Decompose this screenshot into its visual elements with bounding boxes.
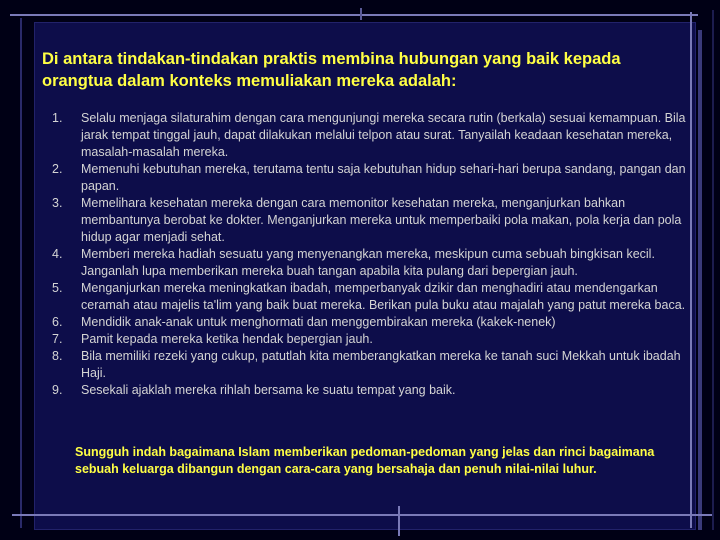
list-item — [52, 280, 692, 314]
list-item — [52, 331, 692, 348]
list-item-text: Memenuhi kebutuhan mereka, terutama tentu saja kebutuhan hidup sehari-hari berupa sandang, pangan dan papan. — [81, 162, 686, 193]
list-item-number: 6. — [52, 315, 63, 329]
list-item — [52, 382, 692, 399]
list-item — [52, 110, 692, 161]
decorative-tick-bottom — [398, 506, 400, 536]
list-item-text: Menganjurkan mereka meningkatkan ibadah, memperbanyak dzikir dan menghadiri atau mendengarkan ceramah atau majelis ta'lim yang baik buat mereka. Berikan pula buku atau majalah yang patut mereka baca. — [81, 281, 686, 312]
list-item — [52, 246, 692, 280]
list-item — [52, 314, 692, 331]
list-item-number: 9. — [52, 383, 63, 397]
decorative-line-bottom — [12, 514, 712, 516]
list-item-number: 1. — [52, 111, 63, 125]
decorative-line-right-outer — [712, 10, 714, 530]
list-item-number: 8. — [52, 349, 63, 363]
list-item — [52, 161, 692, 195]
list-item — [52, 348, 692, 382]
list-item-text: Bila memiliki rezeki yang cukup, patutlah kita memberangkatkan mereka ke tanah suci Mekkah untuk ibadah Haji. — [81, 349, 681, 380]
list-item-number: 3. — [52, 196, 63, 210]
list-item-text: Sesekali ajaklah mereka rihlah bersama ke suatu tempat yang baik. — [81, 383, 456, 397]
slide-title: Di antara tindakan-tindakan praktis membina hubungan yang baik kepada orangtua dalam konteks memuliakan mereka adalah: — [42, 50, 621, 90]
list-item-text: Memelihara kesehatan mereka dengan cara memonitor kesehatan mereka, menganjurkan bahkan membantunya berobat ke dokter. Menganjurkan mereka untuk memperbaiki pola makan, pola kerja dan pola hidup agar menjadi sehat. — [81, 196, 682, 244]
list-item-number: 5. — [52, 281, 63, 295]
list-item-number: 4. — [52, 247, 63, 261]
list-item-number: 2. — [52, 162, 63, 176]
list-item-text: Selalu menjaga silaturahim dengan cara mengunjungi mereka secara rutin (berkala) sesuai kemampuan. Bila jarak tempat tinggal jauh, dapat dilakukan melalui telpon atau surat. Tanyailah keadaan kesehatan mereka, masalah-masalah mereka. — [81, 111, 686, 159]
list-item-text: Mendidik anak-anak untuk menghormati dan menggembirakan mereka (kakek-nenek) — [81, 315, 556, 329]
decorative-line-top — [10, 14, 698, 16]
decorative-tick-top — [360, 8, 362, 20]
list-item-text: Memberi mereka hadiah sesuatu yang menyenangkan mereka, meskipun cuma sebuah bingkisan kecil. Janganlah lupa memberikan mereka buah tangan apabila kita pulang dari bepergian jauh. — [81, 247, 655, 278]
list-item-number: 7. — [52, 332, 63, 346]
decorative-line-left — [20, 18, 22, 528]
list-item — [52, 195, 692, 246]
list-item-text: Pamit kepada mereka ketika hendak bepergian jauh. — [81, 332, 373, 346]
practice-list — [52, 110, 692, 399]
closing-statement: Sungguh indah bagaimana Islam memberikan pedoman-pedoman yang jelas dan rinci bagaimana sebuah keluarga dibangun dengan cara-cara yang bersahaja dan penuh nilai-nilai luhur. — [75, 445, 655, 476]
decorative-bar-right — [698, 30, 702, 530]
